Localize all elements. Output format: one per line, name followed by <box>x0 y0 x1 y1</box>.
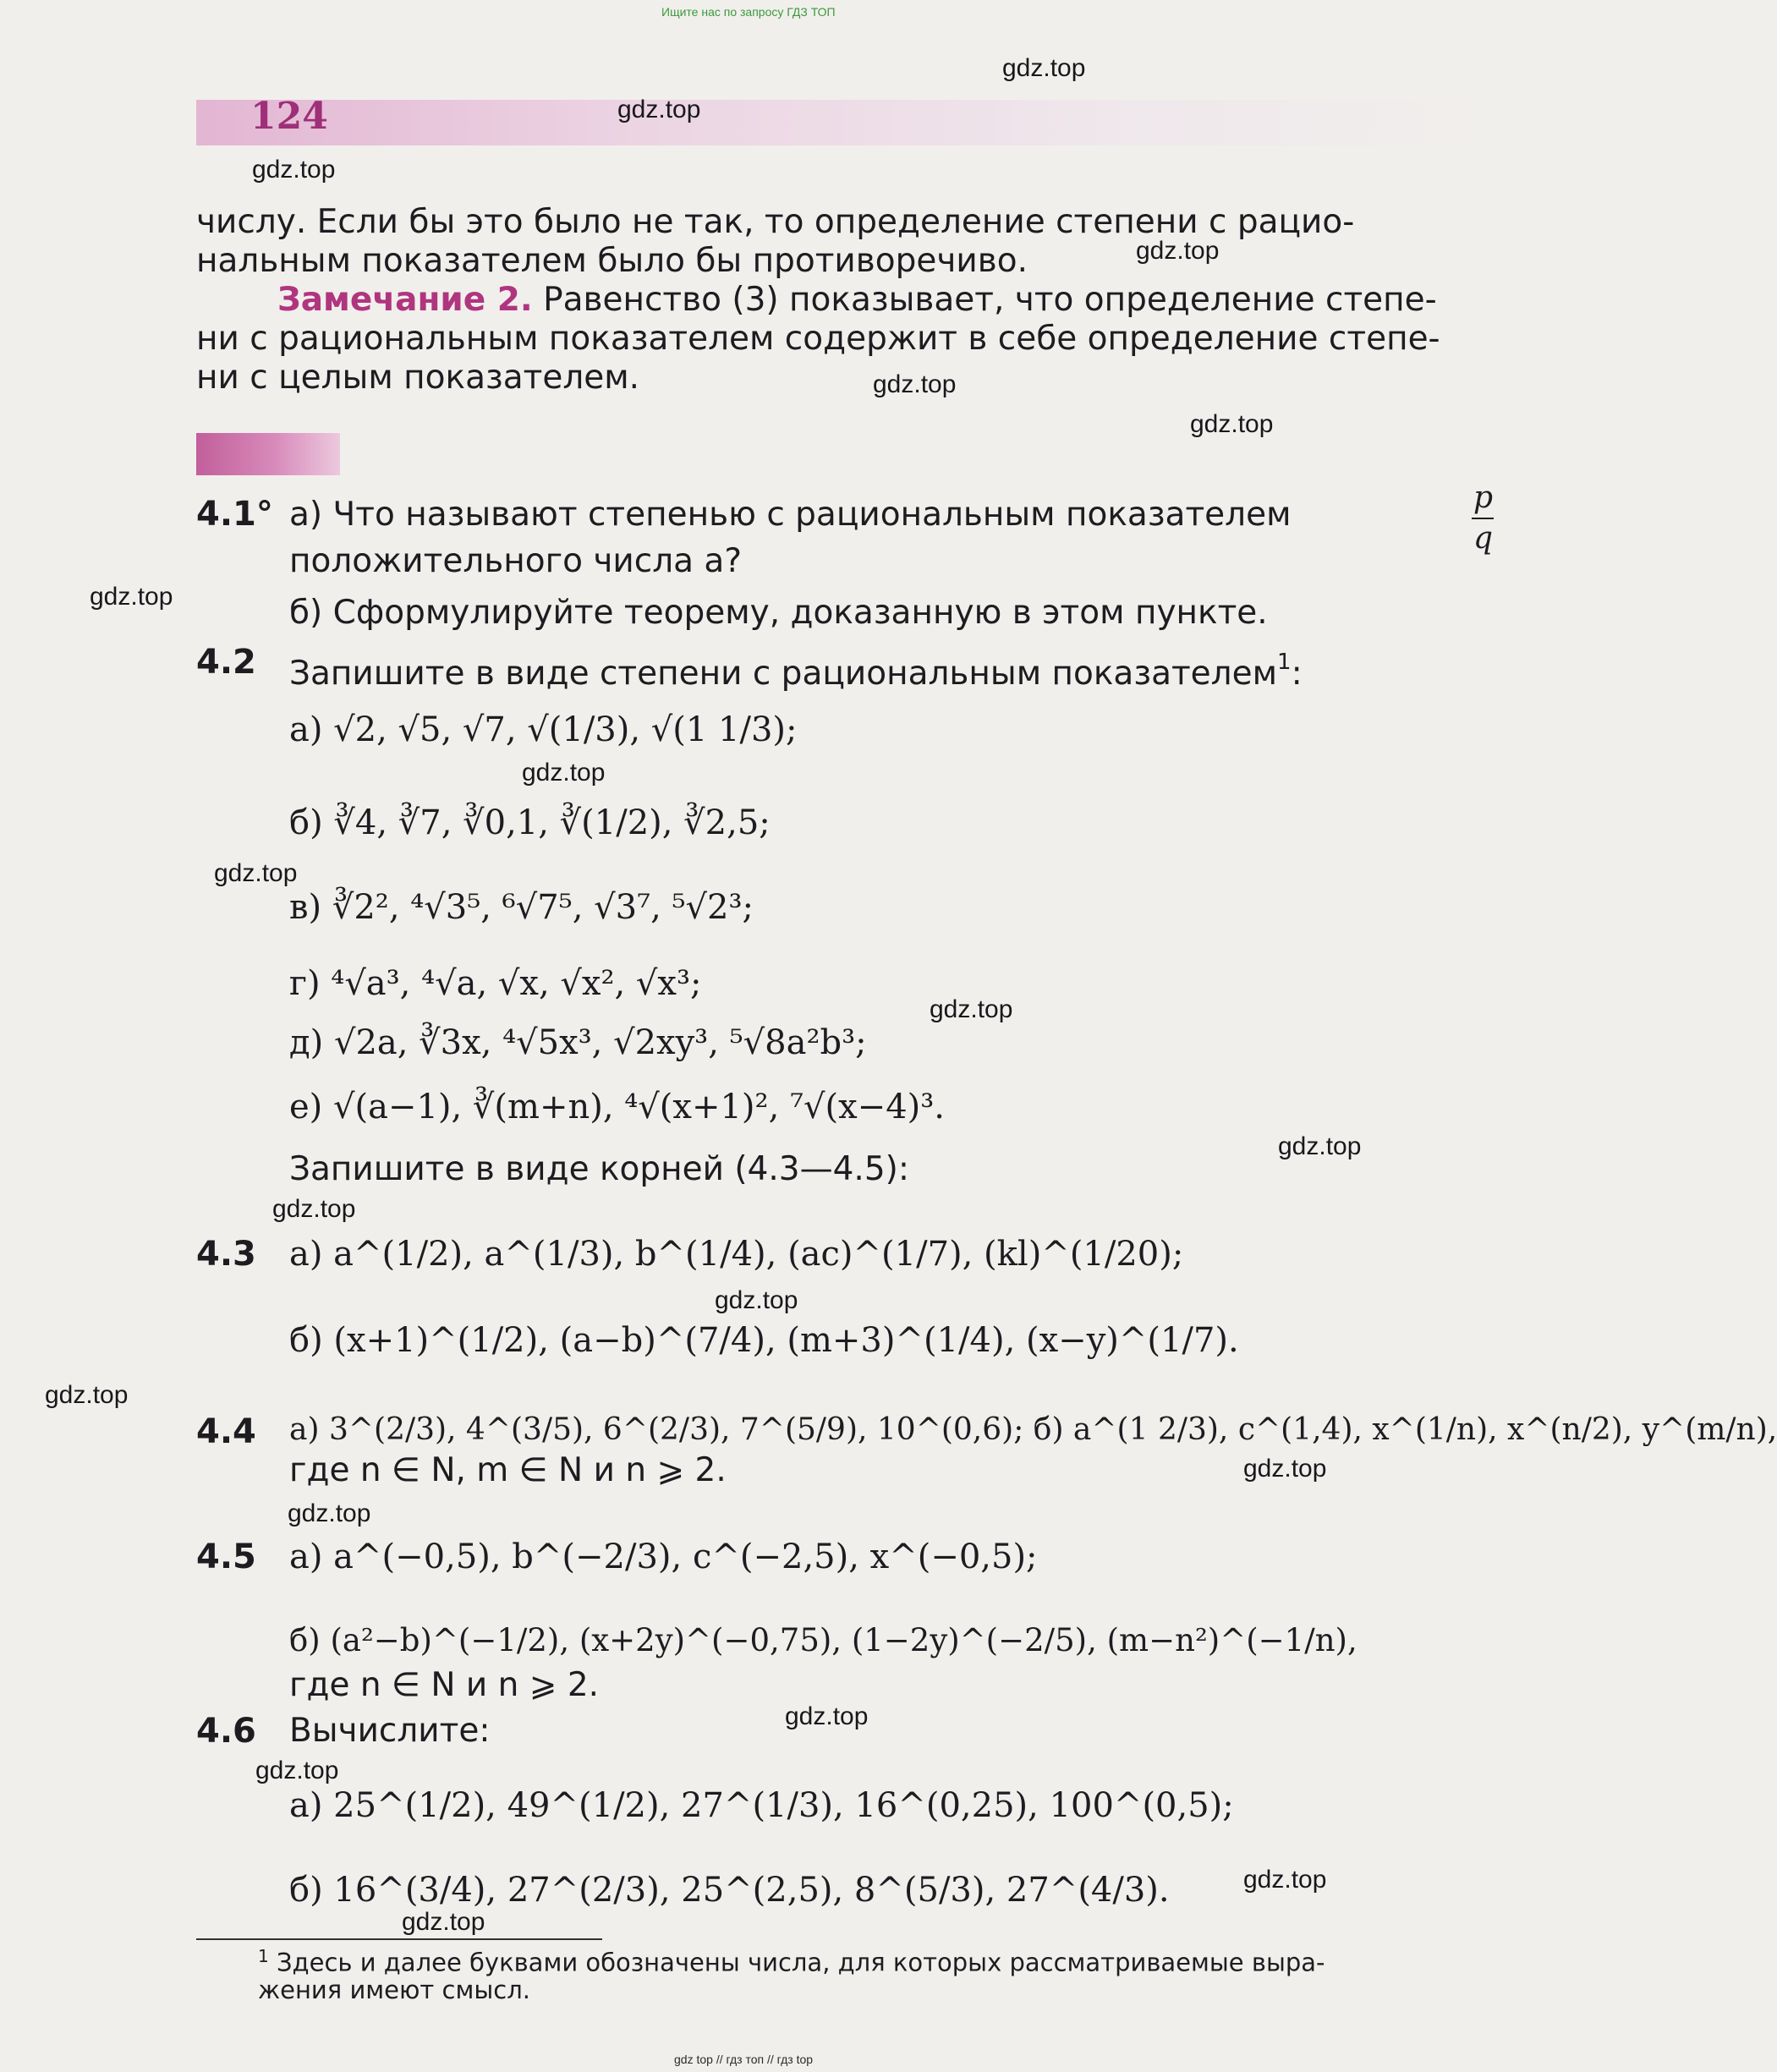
intro-line-1: числу. Если бы это было не так, то определение степени с рацио- <box>196 203 1355 241</box>
exercise-4-5-row-b: б) (a²−b)^(−1/2), (x+2y)^(−0,75), (1−2y)^(−2/5), (m−n²)^(−1/n), <box>289 1622 1357 1658</box>
watermark: gdz.top <box>288 1499 371 1527</box>
exercise-4-3-row-b: б) (x+1)^(1/2), (a−b)^(7/4), (m+3)^(1/4), (x−y)^(1/7). <box>289 1321 1239 1360</box>
exercise-4-3-row-a: а) a^(1/2), a^(1/3), b^(1/4), (ac)^(1/7), (kl)^(1/20); <box>289 1235 1184 1274</box>
watermark: gdz.top <box>785 1702 869 1730</box>
roots-heading: Запишите в виде корней (4.3—4.5): <box>289 1150 909 1188</box>
watermark: gdz.top <box>1190 410 1274 438</box>
footnote-line-1: $^1$ Здесь и далее буквами обозначены числа, для которых рассматриваемые выра- <box>258 1946 1325 1977</box>
watermark: gdz.top <box>252 156 336 184</box>
intro-line-4: ни с рациональным показателем содержит в себе определение степе- <box>196 320 1440 358</box>
remark-text: Равенство (3) показывает, что определение степе- <box>532 281 1437 319</box>
exercises-section-bar <box>196 433 340 475</box>
remark-2 <box>277 281 1437 320</box>
page-number: 124 <box>250 95 328 138</box>
exercise-4-6-title: Вычислите: <box>289 1712 491 1750</box>
exercise-4-2-row-c: в) ∛2², ⁴√3⁵, ⁶√7⁵, √3⁷, ⁵√2³; <box>289 888 754 927</box>
watermark: gdz.top <box>1002 54 1086 82</box>
page-header-bar <box>196 100 1495 145</box>
exercise-4-2-title: Запишите в виде степени с рациональным показателем$^1$: <box>289 650 1303 693</box>
exercise-4-1-a: а) Что называют степенью с рациональным показателем <box>289 496 1292 534</box>
watermark: gdz.top <box>90 583 173 611</box>
top-note: Ищите нас по запросу ГДЗ ТОП <box>661 5 836 19</box>
intro-line-2: нальным показателем было бы противоречиво. <box>196 242 1028 280</box>
watermark: gdz.top <box>214 859 298 887</box>
bottom-note: gdz top // гдз топ // гдз top <box>674 2053 814 2066</box>
exercise-4-1-number: 4.1° <box>196 495 273 534</box>
watermark: gdz.top <box>1243 1866 1327 1894</box>
watermark: gdz.top <box>1278 1132 1362 1160</box>
watermark: gdz.top <box>715 1286 798 1314</box>
exercise-4-2-row-a: а) √2, √5, √7, √(1/3), √(1 1/3); <box>289 710 798 749</box>
exercise-4-2-row-d: г) ⁴√a³, ⁴√a, √x, √x², √x³; <box>289 964 702 1003</box>
exercise-4-6-number: 4.6 <box>196 1712 256 1751</box>
exercise-4-5-number: 4.5 <box>196 1538 256 1576</box>
exercise-4-2-row-e: д) √2a, ∛3x, ⁴√5x³, √2xy³, ⁵√8a²b³; <box>289 1023 867 1062</box>
exercise-4-2-row-f: е) √(a−1), ∛(m+n), ⁴√(x+1)², ⁷√(x−4)³. <box>289 1088 945 1126</box>
exercise-4-5-condition: где n ∈ N и n ⩾ 2. <box>289 1666 600 1704</box>
watermark: gdz.top <box>272 1195 356 1223</box>
fraction-q: q <box>1473 521 1494 556</box>
watermark: gdz.top <box>522 759 606 787</box>
watermark: gdz.top <box>617 96 701 123</box>
exercise-4-4-row-a: а) 3^(2/3), 4^(3/5), 6^(2/3), 7^(5/9), 10^(0,6); б) a^(1 2/3), c^(1,4), x^(1/n), x^(n/2), y^(m/n), <box>289 1412 1777 1447</box>
watermark: gdz.top <box>1136 237 1220 265</box>
exercise-4-1-a-cont: положительного числа a? <box>289 542 743 580</box>
exercise-4-3-number: 4.3 <box>196 1235 256 1274</box>
intro-line-5: ни с целым показателем. <box>196 359 640 397</box>
watermark: gdz.top <box>930 995 1013 1023</box>
fraction-bar <box>1472 518 1494 519</box>
footnote-line-2: жения имеют смысл. <box>258 1976 530 2004</box>
exercise-4-6-row-b: б) 16^(3/4), 27^(2/3), 25^(2,5), 8^(5/3), 27^(4/3). <box>289 1871 1170 1910</box>
remark-label: Замечание 2. <box>277 281 533 319</box>
watermark: gdz.top <box>873 370 957 398</box>
exercise-4-4-number: 4.4 <box>196 1412 256 1451</box>
footnote-ref: 1 <box>1277 650 1292 675</box>
exercise-4-2-number: 4.2 <box>196 643 256 682</box>
watermark: gdz.top <box>255 1757 339 1784</box>
exercise-4-1-b: б) Сформулируйте теорему, доказанную в этом пункте. <box>289 594 1268 632</box>
watermark: gdz.top <box>402 1908 485 1936</box>
exercise-4-2-row-b: б) ∛4, ∛7, ∛0,1, ∛(1/2), ∛2,5; <box>289 803 771 842</box>
fraction-p: p <box>1473 480 1494 515</box>
watermark: gdz.top <box>45 1381 129 1409</box>
exercise-4-6-row-a: а) 25^(1/2), 49^(1/2), 27^(1/3), 16^(0,25), 100^(0,5); <box>289 1786 1234 1825</box>
watermark: gdz.top <box>1243 1455 1327 1483</box>
exercise-4-5-row-a: а) a^(−0,5), b^(−2/3), c^(−2,5), x^(−0,5); <box>289 1538 1038 1576</box>
exercise-4-4-condition: где n ∈ N, m ∈ N и n ⩾ 2. <box>289 1451 727 1489</box>
